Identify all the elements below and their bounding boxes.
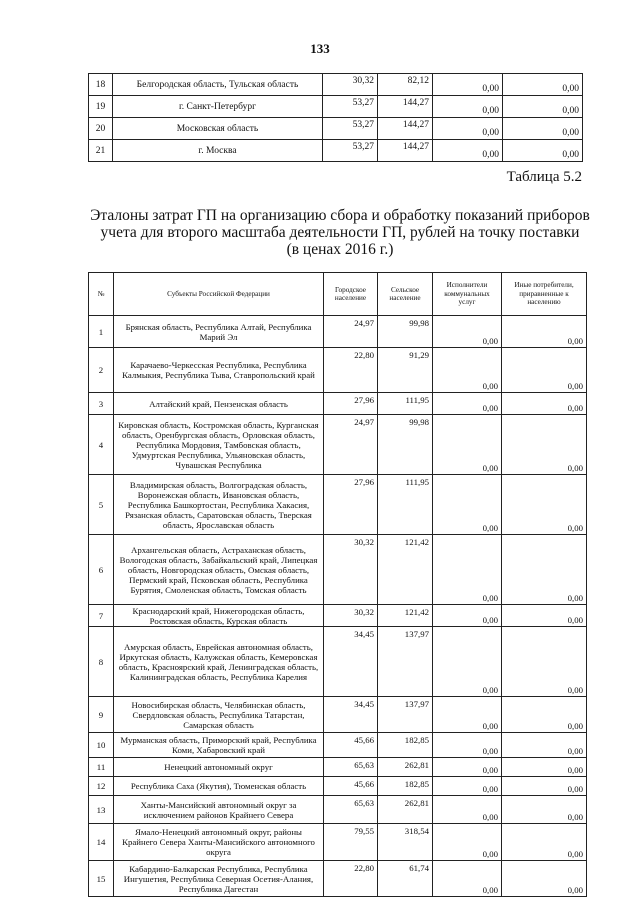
title-line-3: (в ценах 2016 г.): [286, 241, 394, 258]
continued-table-body: [89, 74, 583, 162]
other-value: 0,00: [502, 627, 587, 697]
other-value: 0,00: [502, 393, 587, 415]
subject-name: Ямало-Ненецкий автономный округ, районы Крайнего Севера Ханты-Мансийского автономного округа: [114, 824, 324, 861]
row-number: 3: [89, 393, 114, 415]
table-row: [89, 627, 587, 697]
header-subject: Субъекты Российской Федерации: [114, 273, 324, 316]
subject-name: Владимирская область, Волгоградская область, Воронежская область, Ивановская область, Республика Башкортостан, Республика Хакасия, Рязанская область, Саратовская область, Тверская область, Ярославская область: [114, 475, 324, 535]
subject-name: Карачаево-Черкесская Республика, Республика Калмыкия, Республика Тыва, Ставропольский край: [114, 348, 324, 393]
other-value: 0,00: [502, 733, 587, 758]
table-row: [89, 733, 587, 758]
row-number: 1: [89, 316, 114, 348]
utility-value: 0,00: [433, 824, 502, 861]
other-value: 0,00: [503, 118, 583, 140]
utility-value: 0,00: [433, 697, 502, 733]
row-number: 4: [89, 415, 114, 475]
rural-value: 137,97: [378, 697, 433, 733]
table-row: [89, 605, 587, 627]
urban-value: 27,96: [324, 475, 378, 535]
table-row: [89, 475, 587, 535]
table-row: [89, 777, 587, 796]
utility-value: 0,00: [433, 74, 503, 96]
urban-value: 65,63: [324, 758, 378, 777]
table-title: [80, 207, 600, 258]
urban-value: 24,97: [324, 316, 378, 348]
title-line-1: Эталоны затрат ГП на организацию сбора и обработку показаний приборов: [90, 207, 590, 224]
rural-value: 182,85: [378, 777, 433, 796]
urban-value: 34,45: [324, 627, 378, 697]
urban-value: 22,80: [324, 861, 378, 897]
table-row: [89, 118, 583, 140]
header-no: №: [89, 273, 114, 316]
other-value: 0,00: [502, 316, 587, 348]
row-number: 8: [89, 627, 114, 697]
utility-value: 0,00: [433, 140, 503, 162]
row-number: 11: [89, 758, 114, 777]
cost-standards-table-body: [89, 316, 587, 897]
rural-value: 99,98: [378, 316, 433, 348]
urban-value: 27,96: [324, 393, 378, 415]
rural-value: 137,97: [378, 627, 433, 697]
subject-name: г. Санкт-Петербург: [113, 96, 323, 118]
subject-name: Республика Саха (Якутия), Тюменская область: [114, 777, 324, 796]
table-row: [89, 796, 587, 824]
table-row: [89, 697, 587, 733]
row-number: 6: [89, 535, 114, 605]
utility-value: 0,00: [433, 475, 502, 535]
table-row: [89, 861, 587, 897]
rural-value: 61,74: [378, 861, 433, 897]
urban-value: 30,32: [323, 74, 378, 96]
rural-value: 111,95: [378, 475, 433, 535]
rural-value: 144,27: [378, 118, 433, 140]
page-number: 133: [310, 41, 330, 56]
row-number: 7: [89, 605, 114, 627]
other-value: 0,00: [502, 777, 587, 796]
row-number: 21: [89, 140, 113, 162]
subject-name: Белгородская область, Тульская область: [113, 74, 323, 96]
utility-value: 0,00: [433, 96, 503, 118]
table-row: [89, 96, 583, 118]
utility-value: 0,00: [433, 758, 502, 777]
table-row: [89, 316, 587, 348]
row-number: 19: [89, 96, 113, 118]
other-value: 0,00: [502, 824, 587, 861]
row-number: 14: [89, 824, 114, 861]
table-row: [89, 140, 583, 162]
subject-name: Мурманская область, Приморский край, Республика Коми, Хабаровский край: [114, 733, 324, 758]
row-number: 12: [89, 777, 114, 796]
other-value: 0,00: [503, 96, 583, 118]
rural-value: 121,42: [378, 605, 433, 627]
cost-standards-table: [88, 272, 587, 897]
subject-name: Ханты-Мансийский автономный округ за исключением районов Крайнего Севера: [114, 796, 324, 824]
urban-value: 30,32: [324, 605, 378, 627]
urban-value: 24,97: [324, 415, 378, 475]
subject-name: Новосибирская область, Челябинская область, Свердловская область, Республика Татарстан, Самарская область: [114, 697, 324, 733]
utility-value: 0,00: [433, 861, 502, 897]
row-number: 13: [89, 796, 114, 824]
utility-value: 0,00: [433, 796, 502, 824]
urban-value: 45,66: [324, 777, 378, 796]
table-label: Таблица 5.2: [506, 169, 582, 185]
header-utility: Исполнители коммунальных услуг: [433, 273, 502, 316]
header-rural: Сельское население: [378, 273, 433, 316]
other-value: 0,00: [502, 415, 587, 475]
other-value: 0,00: [502, 697, 587, 733]
rural-value: 318,54: [378, 824, 433, 861]
utility-value: 0,00: [433, 535, 502, 605]
urban-value: 65,63: [324, 796, 378, 824]
rural-value: 91,29: [378, 348, 433, 393]
utility-value: 0,00: [433, 605, 502, 627]
urban-value: 53,27: [323, 140, 378, 162]
utility-value: 0,00: [433, 393, 502, 415]
other-value: 0,00: [502, 605, 587, 627]
rural-value: 182,85: [378, 733, 433, 758]
other-value: 0,00: [502, 861, 587, 897]
utility-value: 0,00: [433, 627, 502, 697]
other-value: 0,00: [502, 758, 587, 777]
other-value: 0,00: [502, 475, 587, 535]
subject-name: Архангельская область, Астраханская область, Вологодская область, Забайкальский край, Липецкая область, Новгородская область, Омская область, Пермский край, Псковская область, Республика Бурятия, Смоленская область, Томская область: [114, 535, 324, 605]
subject-name: Кабардино-Балкарская Республика, Республика Ингушетия, Республика Северная Осетия-Алания, Республика Дагестан: [114, 861, 324, 897]
other-value: 0,00: [503, 140, 583, 162]
table-row: [89, 74, 583, 96]
table-header-row: [89, 273, 587, 316]
rural-value: 121,42: [378, 535, 433, 605]
row-number: 9: [89, 697, 114, 733]
header-other: Иные потребители, приравненные к населению: [502, 273, 587, 316]
rural-value: 262,81: [378, 796, 433, 824]
other-value: 0,00: [503, 74, 583, 96]
table-row: [89, 348, 587, 393]
title-line-2: учета для второго масштаба деятельности ГП, рублей на точку поставки: [100, 224, 580, 241]
subject-name: Кировская область, Костромская область, Курганская область, Оренбургская область, Орловская область, Республика Мордовия, Тамбовская область, Удмуртская Республика, Ульяновская область, Чувашская Республика: [114, 415, 324, 475]
continued-table: [88, 73, 583, 162]
other-value: 0,00: [502, 348, 587, 393]
table-row: [89, 415, 587, 475]
utility-value: 0,00: [433, 777, 502, 796]
subject-name: Алтайский край, Пензенская область: [114, 393, 324, 415]
header-urban: Городское население: [324, 273, 378, 316]
other-value: 0,00: [502, 796, 587, 824]
rural-value: 82,12: [378, 74, 433, 96]
table-row: [89, 535, 587, 605]
urban-value: 30,32: [324, 535, 378, 605]
rural-value: 262,81: [378, 758, 433, 777]
subject-name: Краснодарский край, Нижегородская область, Ростовская область, Курская область: [114, 605, 324, 627]
urban-value: 53,27: [323, 96, 378, 118]
table-row: [89, 758, 587, 777]
rural-value: 144,27: [378, 96, 433, 118]
urban-value: 34,45: [324, 697, 378, 733]
subject-name: Амурская область, Еврейская автономная область, Иркутская область, Калужская область, Кемеровская область, Красноярский край, Ленинградская область, Калининградская область, Республика Карелия: [114, 627, 324, 697]
urban-value: 22,80: [324, 348, 378, 393]
subject-name: Ненецкий автономный округ: [114, 758, 324, 777]
subject-name: г. Москва: [113, 140, 323, 162]
rural-value: 144,27: [378, 140, 433, 162]
urban-value: 45,66: [324, 733, 378, 758]
row-number: 5: [89, 475, 114, 535]
utility-value: 0,00: [433, 348, 502, 393]
urban-value: 79,55: [324, 824, 378, 861]
utility-value: 0,00: [433, 415, 502, 475]
subject-name: Московская область: [113, 118, 323, 140]
row-number: 18: [89, 74, 113, 96]
utility-value: 0,00: [433, 733, 502, 758]
rural-value: 111,95: [378, 393, 433, 415]
row-number: 10: [89, 733, 114, 758]
utility-value: 0,00: [433, 118, 503, 140]
row-number: 20: [89, 118, 113, 140]
other-value: 0,00: [502, 535, 587, 605]
urban-value: 53,27: [323, 118, 378, 140]
table-row: [89, 393, 587, 415]
subject-name: Брянская область, Республика Алтай, Республика Марий Эл: [114, 316, 324, 348]
rural-value: 99,98: [378, 415, 433, 475]
row-number: 2: [89, 348, 114, 393]
row-number: 15: [89, 861, 114, 897]
utility-value: 0,00: [433, 316, 502, 348]
table-row: [89, 824, 587, 861]
